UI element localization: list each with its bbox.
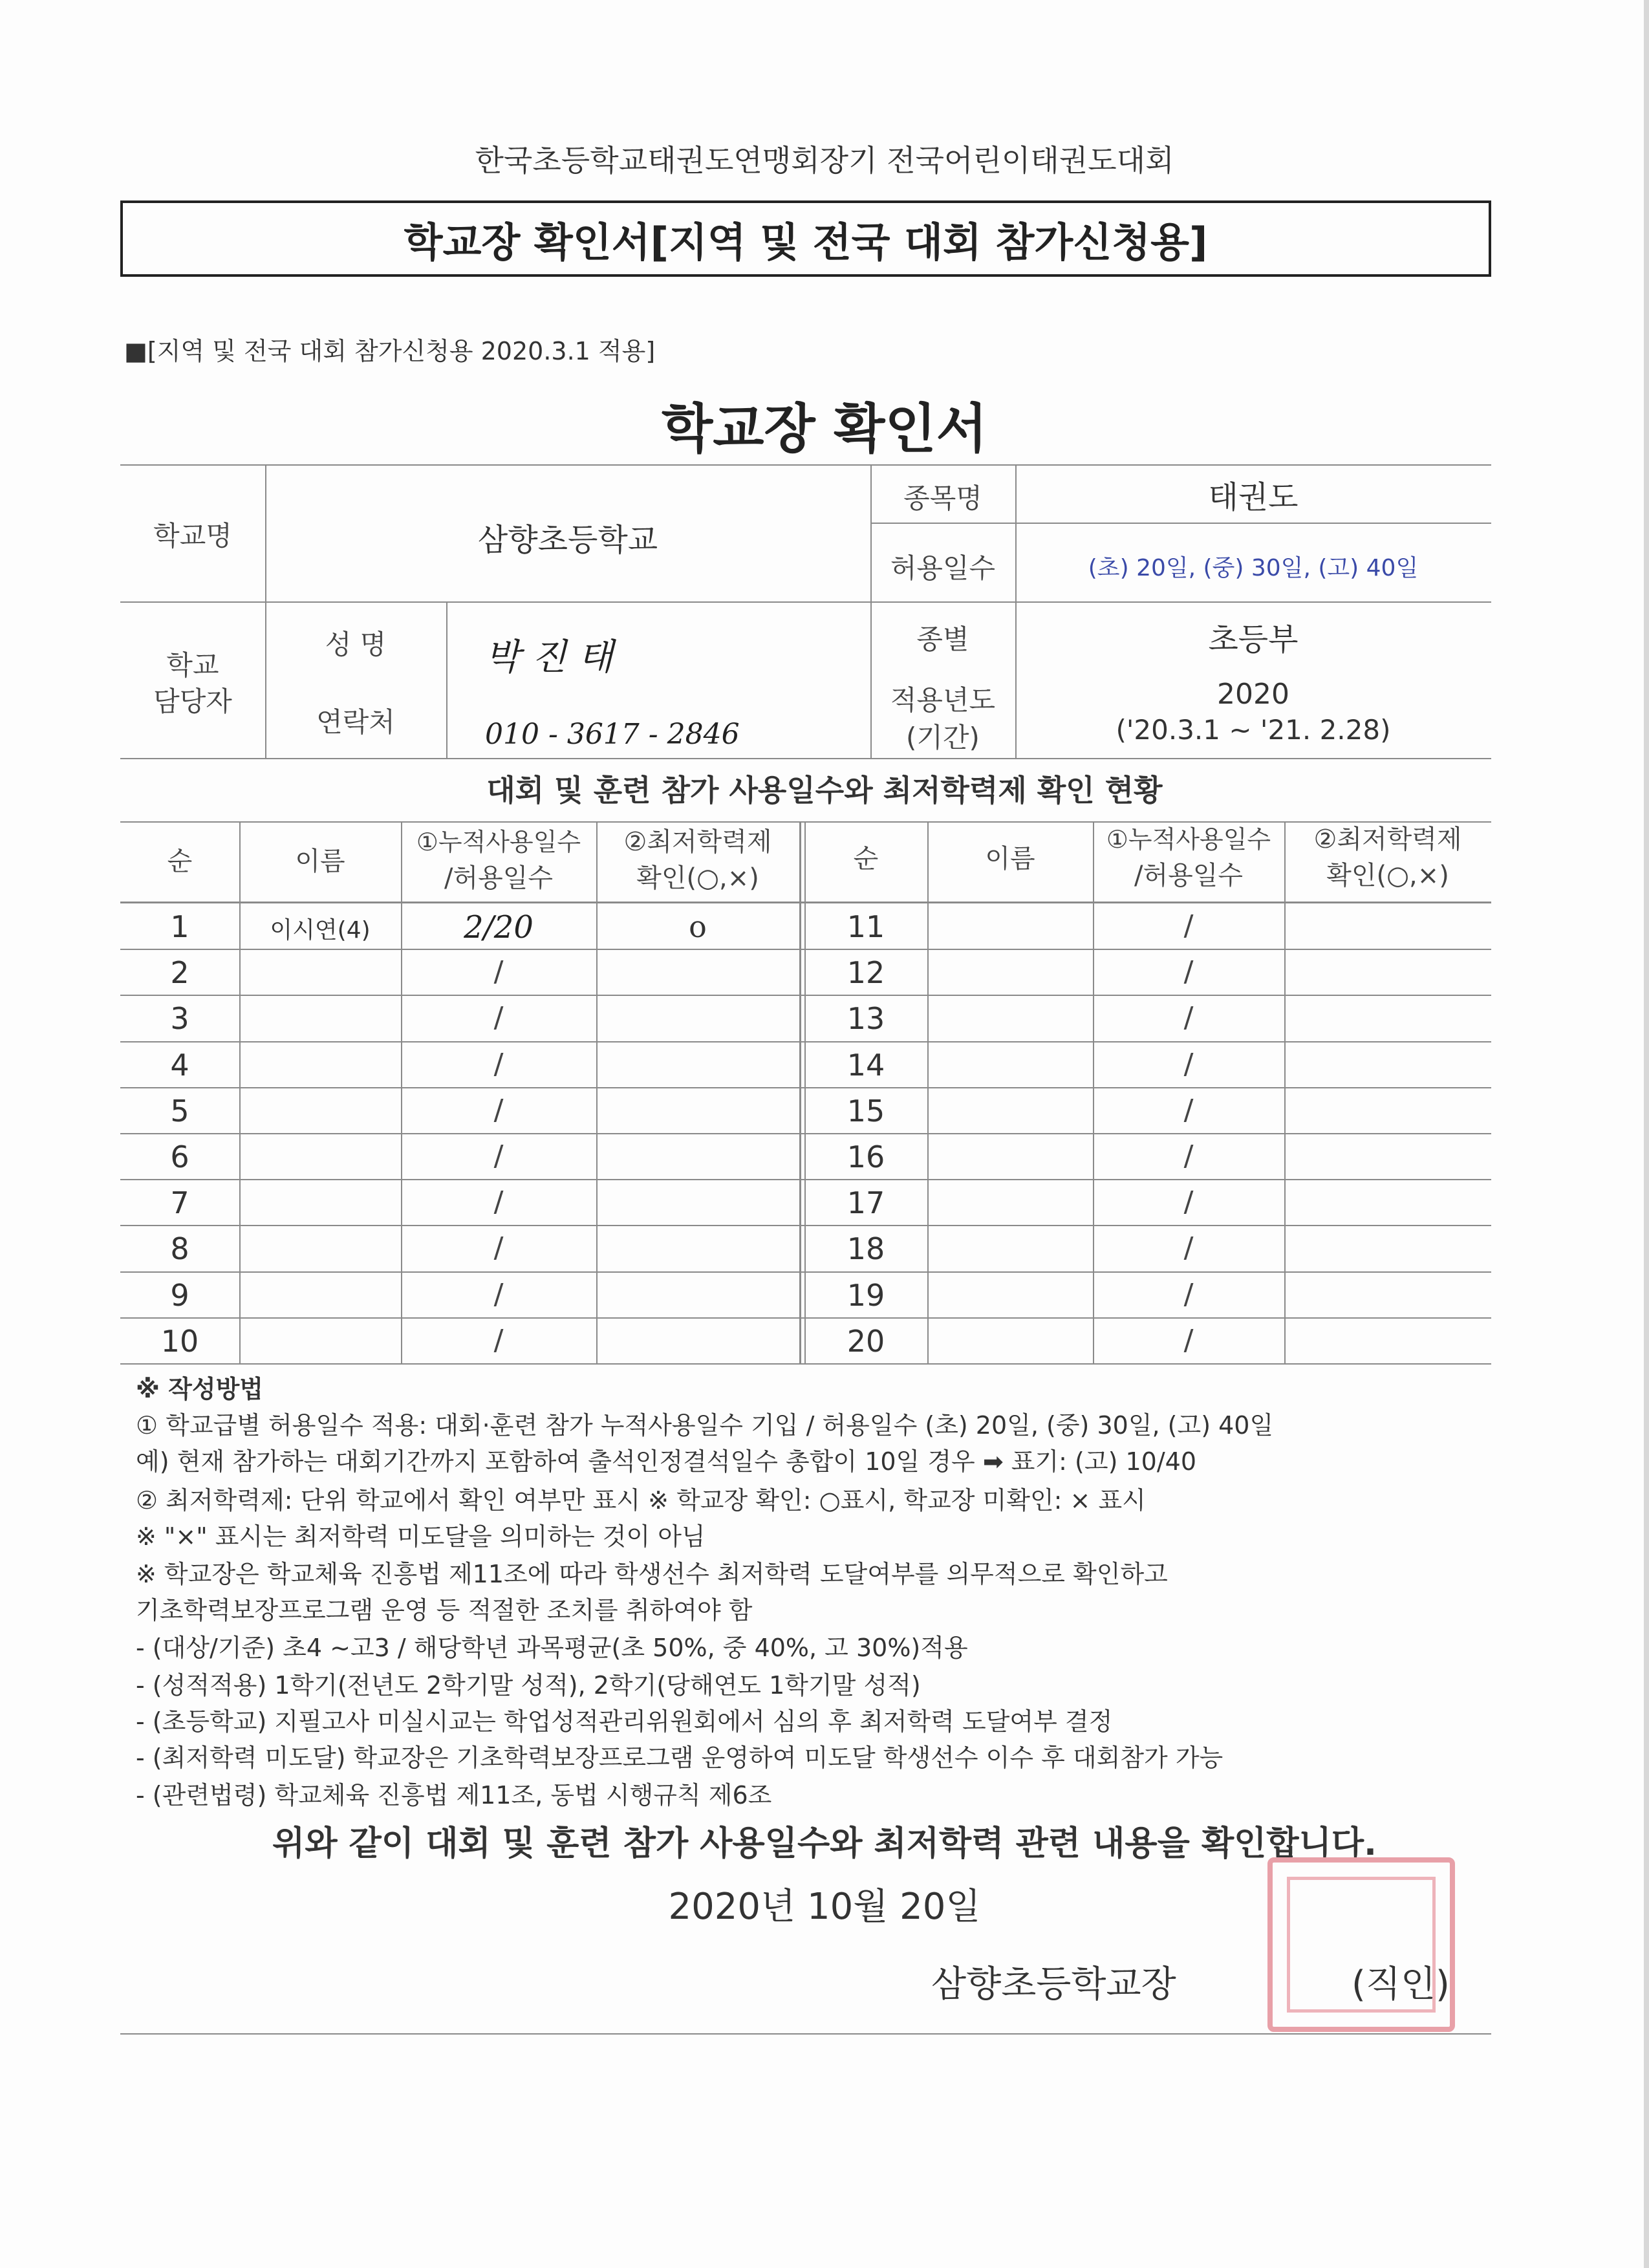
used-days: /: [1183, 909, 1194, 942]
instruction-line: ※ "×" 표시는 최저학력 미도달을 의미하는 것이 아님: [136, 1522, 706, 1551]
used-days: /: [493, 1324, 504, 1357]
allowed-days-value: (초) 20일, (중) 30일, (고) 40일: [1088, 555, 1419, 581]
instruction-line: - (성적적용) 1학기(전년도 2학기말 성적), 2학기(당해연도 1학기말 성적): [136, 1671, 921, 1700]
row-number: 13: [846, 1001, 885, 1036]
used-days: /: [493, 1094, 504, 1127]
row-number: 20: [846, 1324, 885, 1359]
row-number: 4: [170, 1048, 189, 1083]
sport-value: 태권도: [1208, 479, 1299, 515]
used-days: /: [1183, 1094, 1194, 1127]
row-number: 1: [170, 909, 189, 944]
header-days-right-1: ①누적사용일수: [1106, 825, 1271, 854]
row-number: 9: [170, 1278, 189, 1313]
used-days: /: [1183, 1048, 1194, 1081]
used-days: /: [1183, 1278, 1194, 1311]
header-days-left-2: /허용일수: [444, 863, 554, 893]
contact-value: 010 - 3617 - 2846: [485, 718, 740, 751]
footer-divider: [120, 2033, 1491, 2035]
principal-signature: 삼향초등학교장: [931, 1963, 1176, 2005]
school-name-label: 학교명: [153, 520, 232, 552]
header-check-left-2: 확인(○,×): [636, 863, 759, 893]
row-number: 19: [846, 1278, 885, 1313]
seal-label: (직인): [1352, 1963, 1450, 2005]
row-number: 2: [170, 955, 189, 990]
document-title: 학교장 확인서: [662, 398, 987, 460]
used-days: /: [1183, 1001, 1194, 1034]
used-days: /: [493, 1139, 504, 1172]
athlete-name: 이시연(4): [270, 917, 371, 944]
row-number: 12: [846, 955, 885, 990]
instruction-line: - (관련법령) 학교체육 진흥법 제11조, 동법 시행규칙 제6조: [136, 1781, 772, 1809]
section-title: 대회 및 훈련 참가 사용일수와 최저학력제 확인 현황: [486, 773, 1163, 808]
used-days: /: [493, 955, 504, 988]
header-check-right-2: 확인(○,×): [1326, 861, 1449, 891]
header-check-left-1: ②최저학력제: [623, 827, 772, 857]
contact-label: 연락처: [316, 706, 395, 738]
year-range: ('20.3.1 ~ '21. 2.28): [1116, 714, 1391, 746]
manager-label-line2: 담당자: [153, 686, 232, 717]
header-name-left: 이름: [295, 847, 345, 876]
header-days-right-2: /허용일수: [1134, 861, 1244, 891]
applicable-note: ■[지역 및 전국 대회 참가신청용 2020.3.1 적용]: [124, 337, 656, 365]
instruction-line: ① 학교급별 허용일수 적용: 대회·훈련 참가 누적사용일수 기입 / 허용일수 (초) 20일, (중) 30일, (고) 40일: [136, 1411, 1274, 1440]
used-days: /: [493, 1278, 504, 1311]
used-days: /: [1183, 1185, 1194, 1218]
used-days: /: [493, 1231, 504, 1264]
instruction-line: ※ 학교장은 학교체육 진흥법 제11조에 따라 학생선수 최저학력 도달여부를 의무적으로 확인하고: [136, 1560, 1168, 1588]
division-value: 초등부: [1208, 621, 1299, 658]
instruction-line: 기초학력보장프로그램 운영 등 적절한 조치를 취하여야 함: [136, 1596, 753, 1625]
row-number: 8: [170, 1231, 189, 1266]
row-number: 11: [846, 909, 885, 944]
used-days: /: [493, 1048, 504, 1081]
form-title-box: [120, 200, 1491, 277]
header-no-left: 순: [167, 847, 193, 876]
year-label-line1: 적용년도: [890, 684, 996, 716]
used-days: /: [493, 1185, 504, 1218]
academic-check: o: [689, 909, 707, 944]
row-number: 18: [846, 1231, 885, 1266]
event-title: 한국초등학교태권도연맹회장기 전국어린이태권도대회: [475, 143, 1174, 178]
year-value: 2020: [1217, 678, 1289, 711]
row-number: 5: [170, 1094, 189, 1129]
row-number: 10: [160, 1324, 199, 1359]
division-label: 종별: [916, 623, 969, 655]
confirmation-statement: 위와 같이 대회 및 훈련 참가 사용일수와 최저학력 관련 내용을 확인합니다.: [272, 1824, 1377, 1863]
year-label-line2: (기간): [906, 722, 980, 753]
header-name-right: 이름: [985, 844, 1035, 874]
row-number: 6: [170, 1139, 189, 1174]
instructions-title: ※ 작성방법: [136, 1375, 264, 1403]
instruction-line: ② 최저학력제: 단위 학교에서 확인 여부만 표시 ※ 학교장 확인: ○표시, 학교장 미확인: × 표시: [136, 1486, 1146, 1515]
manager-name-value: 박 진 태: [485, 636, 613, 678]
row-number: 15: [846, 1094, 885, 1129]
instruction-line: - (최저학력 미도달) 학교장은 기초학력보장프로그램 운영하여 미도달 학생선수 이수 후 대회참가 가능: [136, 1744, 1223, 1772]
allowed-days-label: 허용일수: [890, 552, 996, 584]
used-days: /: [1183, 1324, 1194, 1357]
used-days: /: [1183, 1139, 1194, 1172]
row-number: 3: [170, 1001, 189, 1036]
used-days: /: [1183, 1231, 1194, 1264]
form-title: 학교장 확인서[지역 및 전국 대회 참가신청용]: [404, 218, 1208, 266]
used-days: 2/20: [464, 909, 534, 945]
row-number: 7: [170, 1185, 189, 1220]
row-number: 16: [846, 1139, 885, 1174]
row-number: 17: [846, 1185, 885, 1220]
used-days: /: [1183, 955, 1194, 988]
used-days: /: [493, 1001, 504, 1034]
instruction-line: 예) 현재 참가하는 대회기간까지 포함하여 출석인정결석일수 총합이 10일 경우 ➡ 표기: (고) 10/40: [136, 1447, 1197, 1476]
instruction-line: - (대상/기준) 초4 ~고3 / 해당학년 과목평균(초 50%, 중 40%, 고 30%)적용: [136, 1634, 968, 1662]
school-name-value: 삼향초등학교: [477, 522, 658, 558]
row-number: 14: [846, 1048, 885, 1083]
header-check-right-1: ②최저학력제: [1313, 825, 1462, 854]
manager-label-line1: 학교: [166, 649, 219, 681]
issue-date: 2020년 10월 20일: [668, 1886, 981, 1928]
header-days-left-1: ①누적사용일수: [416, 828, 581, 856]
sport-label: 종목명: [903, 482, 982, 514]
instruction-line: - (초등학교) 지필고사 미실시교는 학업성적관리위원회에서 심의 후 최저학력 도달여부 결정: [136, 1707, 1113, 1736]
header-no-right: 순: [853, 844, 879, 874]
manager-name-label: 성 명: [325, 629, 387, 660]
